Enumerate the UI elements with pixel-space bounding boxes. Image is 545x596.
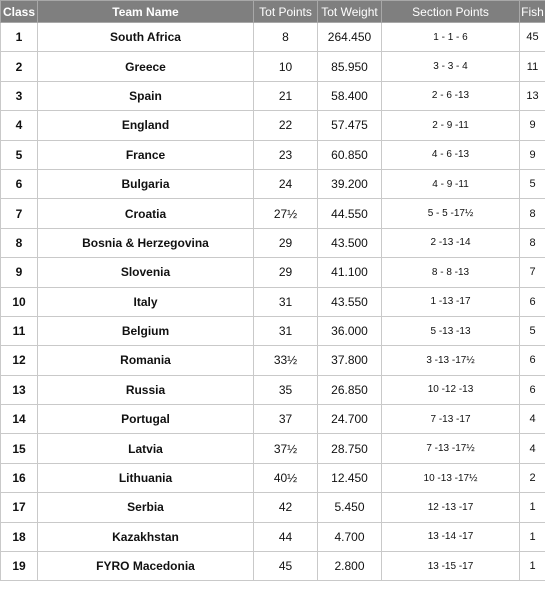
cell-tot-points: 31 [254,287,318,316]
cell-team-name: Slovenia [38,258,254,287]
cell-tot-points: 22 [254,111,318,140]
cell-tot-weight: 26.850 [318,375,382,404]
cell-tot-weight: 24.700 [318,405,382,434]
cell-tot-points: 31 [254,316,318,345]
cell-fish: 1 [520,493,545,522]
cell-fish: 7 [520,258,545,287]
header-tot-weight: Tot Weight [318,1,382,23]
cell-tot-points: 23 [254,140,318,169]
cell-tot-weight: 39.200 [318,169,382,198]
table-row [1,405,545,434]
cell-section-points: 5 - 5 -17½ [382,199,520,228]
cell-class: 15 [1,434,38,463]
cell-tot-points: 45 [254,552,318,581]
cell-fish: 6 [520,287,545,316]
cell-class: 8 [1,228,38,257]
cell-tot-points: 21 [254,81,318,110]
cell-section-points: 5 -13 -13 [382,316,520,345]
cell-fish: 1 [520,552,545,581]
cell-fish: 13 [520,81,545,110]
cell-team-name: Russia [38,375,254,404]
cell-tot-weight: 36.000 [318,316,382,345]
cell-team-name: Italy [38,287,254,316]
cell-team-name: Greece [38,52,254,81]
table-row [1,346,545,375]
cell-class: 10 [1,287,38,316]
cell-class: 11 [1,316,38,345]
cell-fish: 5 [520,316,545,345]
table-row [1,493,545,522]
cell-team-name: Spain [38,81,254,110]
cell-class: 6 [1,169,38,198]
cell-fish: 9 [520,111,545,140]
cell-section-points: 2 - 6 -13 [382,81,520,110]
table-row [1,463,545,492]
cell-team-name: Bosnia & Herzegovina [38,228,254,257]
cell-section-points: 8 - 8 -13 [382,258,520,287]
cell-tot-weight: 12.450 [318,463,382,492]
cell-class: 1 [1,23,38,52]
cell-tot-weight: 57.475 [318,111,382,140]
cell-team-name: Lithuania [38,463,254,492]
cell-fish: 8 [520,199,545,228]
header-class: Class [1,1,38,23]
cell-team-name: Bulgaria [38,169,254,198]
cell-class: 3 [1,81,38,110]
cell-tot-points: 27½ [254,199,318,228]
cell-section-points: 10 -12 -13 [382,375,520,404]
cell-section-points: 13 -14 -17 [382,522,520,551]
cell-fish: 6 [520,346,545,375]
cell-class: 4 [1,111,38,140]
cell-fish: 8 [520,228,545,257]
cell-tot-weight: 85.950 [318,52,382,81]
cell-section-points: 1 - 1 - 6 [382,23,520,52]
header-fish: Fish [520,1,545,23]
cell-tot-points: 10 [254,52,318,81]
cell-section-points: 10 -13 -17½ [382,463,520,492]
cell-tot-points: 37½ [254,434,318,463]
cell-tot-points: 33½ [254,346,318,375]
table-row [1,140,545,169]
table-row [1,52,545,81]
cell-team-name: FYRO Macedonia [38,552,254,581]
cell-fish: 6 [520,375,545,404]
cell-tot-weight: 264.450 [318,23,382,52]
cell-tot-weight: 2.800 [318,552,382,581]
header-section-points: Section Points [382,1,520,23]
table-row [1,552,545,581]
cell-tot-weight: 60.850 [318,140,382,169]
cell-section-points: 2 - 9 -11 [382,111,520,140]
cell-tot-points: 29 [254,228,318,257]
header-team-name: Team Name [38,1,254,23]
table-row [1,287,545,316]
cell-class: 12 [1,346,38,375]
cell-tot-weight: 37.800 [318,346,382,375]
cell-tot-weight: 44.550 [318,199,382,228]
table-row [1,228,545,257]
cell-tot-points: 35 [254,375,318,404]
cell-team-name: Portugal [38,405,254,434]
table-row [1,522,545,551]
cell-tot-points: 42 [254,493,318,522]
cell-class: 16 [1,463,38,492]
cell-section-points: 12 -13 -17 [382,493,520,522]
header-row [1,1,545,23]
cell-class: 18 [1,522,38,551]
cell-fish: 5 [520,169,545,198]
cell-class: 7 [1,199,38,228]
cell-team-name: Serbia [38,493,254,522]
table-row [1,375,545,404]
cell-section-points: 3 - 3 - 4 [382,52,520,81]
cell-team-name: France [38,140,254,169]
cell-class: 9 [1,258,38,287]
cell-section-points: 7 -13 -17 [382,405,520,434]
cell-team-name: England [38,111,254,140]
cell-section-points: 13 -15 -17 [382,552,520,581]
cell-tot-weight: 43.550 [318,287,382,316]
table-row [1,434,545,463]
cell-tot-weight: 58.400 [318,81,382,110]
cell-tot-weight: 43.500 [318,228,382,257]
cell-class: 2 [1,52,38,81]
cell-tot-points: 8 [254,23,318,52]
cell-section-points: 4 - 6 -13 [382,140,520,169]
cell-tot-weight: 28.750 [318,434,382,463]
cell-team-name: Croatia [38,199,254,228]
cell-fish: 1 [520,522,545,551]
table-row [1,81,545,110]
cell-fish: 9 [520,140,545,169]
cell-fish: 4 [520,405,545,434]
cell-section-points: 2 -13 -14 [382,228,520,257]
cell-class: 17 [1,493,38,522]
table-row [1,111,545,140]
cell-section-points: 4 - 9 -11 [382,169,520,198]
cell-class: 14 [1,405,38,434]
cell-tot-points: 44 [254,522,318,551]
cell-tot-weight: 5.450 [318,493,382,522]
cell-fish: 2 [520,463,545,492]
table-row [1,199,545,228]
cell-section-points: 3 -13 -17½ [382,346,520,375]
cell-section-points: 7 -13 -17½ [382,434,520,463]
cell-team-name: Romania [38,346,254,375]
cell-tot-points: 37 [254,405,318,434]
cell-class: 5 [1,140,38,169]
cell-tot-points: 24 [254,169,318,198]
cell-team-name: South Africa [38,23,254,52]
cell-tot-points: 40½ [254,463,318,492]
header-tot-points: Tot Points [254,1,318,23]
cell-fish: 45 [520,23,545,52]
table-row [1,316,545,345]
cell-section-points: 1 -13 -17 [382,287,520,316]
cell-team-name: Belgium [38,316,254,345]
table-row [1,169,545,198]
cell-fish: 11 [520,52,545,81]
cell-class: 19 [1,552,38,581]
table-row [1,258,545,287]
cell-class: 13 [1,375,38,404]
cell-tot-weight: 41.100 [318,258,382,287]
cell-fish: 4 [520,434,545,463]
cell-tot-points: 29 [254,258,318,287]
cell-team-name: Kazakhstan [38,522,254,551]
cell-tot-weight: 4.700 [318,522,382,551]
table-row [1,23,545,52]
cell-team-name: Latvia [38,434,254,463]
